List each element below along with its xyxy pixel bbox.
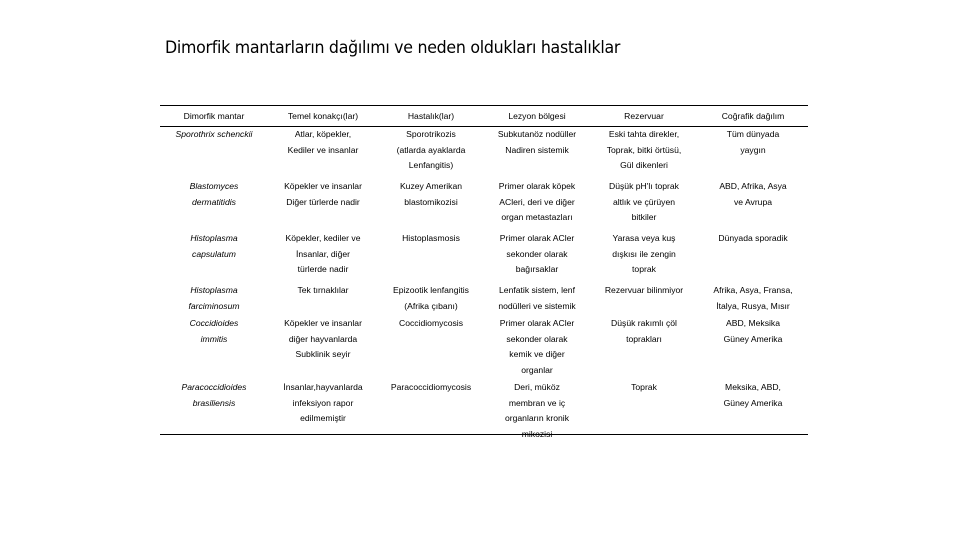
cell-line: Nadiren sistemik [505, 144, 569, 155]
cell-line: toprak [632, 264, 656, 274]
cell-line: Diğer türlerde nadir [286, 196, 360, 207]
cell-fungus [160, 380, 268, 442]
cell-line: Tek tırnaklılar [297, 285, 349, 295]
cell-line: Histoplasmosis [402, 233, 460, 243]
cell-line: Eski tahta direkler, [608, 129, 680, 139]
cell-line: sekonder olarak [506, 248, 568, 259]
cell-line: Rezervuar bilinmiyor [604, 285, 684, 295]
cell-line: Sporothrix schenckii [175, 129, 253, 139]
cell-line: farciminosum [188, 300, 240, 311]
cell-line: (atlarda ayaklarda [396, 144, 466, 155]
cell-line: Histoplasma [190, 285, 238, 295]
cell-line: Subkutanöz nodüller [497, 129, 577, 139]
cell-disease [378, 179, 484, 231]
cell-geo [698, 179, 808, 231]
cell-fungus [160, 316, 268, 380]
cell-line: (Afrika çıbanı) [404, 300, 458, 311]
header-lesion: Lezyon bölgesi [508, 111, 566, 121]
cell-line: Köpekler ve insanlar [284, 318, 362, 328]
cell-line: Tüm dünyada [726, 129, 780, 139]
table-row [160, 231, 808, 283]
table-row [160, 127, 808, 179]
cell-line: Lenfatik sistem, lenf [499, 285, 575, 295]
cell-reservoir [590, 231, 698, 283]
cell-fungus [160, 127, 268, 179]
cell-line: Sporotrikozis [406, 129, 456, 139]
cell-line: membran ve iç [508, 397, 566, 408]
cell-line: Subklinik seyir [295, 349, 351, 359]
cell-disease [378, 231, 484, 283]
cell-line: organlar [521, 364, 553, 375]
cell-line: mikozisi [521, 428, 553, 439]
cell-line: nodülleri ve sistemik [498, 300, 576, 311]
cell-line: dermatitidis [192, 196, 236, 207]
cell-line: Düşük pH'lı toprak [609, 181, 679, 191]
cell-line: İnsanlar, diğer [296, 248, 350, 259]
cell-disease [378, 380, 484, 442]
cell-line: Toprak [631, 382, 657, 392]
cell-lesion [484, 380, 590, 442]
cell-line: altlık ve çürüyen [612, 196, 676, 207]
cell-geo [698, 231, 808, 283]
cell-line: Afrika, Asya, Fransa, [713, 285, 793, 295]
cell-line: organların kronik [504, 413, 569, 423]
cell-lesion [484, 179, 590, 231]
cell-line: Atlar, köpekler, [294, 129, 352, 139]
cell-host [268, 316, 378, 380]
cell-lesion [484, 231, 590, 283]
cell-line: Paracoccidioides [181, 382, 247, 392]
cell-line: brasiliensis [192, 397, 236, 408]
cell-line: Güney Amerika [723, 333, 783, 344]
cell-fungus [160, 231, 268, 283]
cell-host [268, 380, 378, 442]
cell-line: Toprak, bitki örtüsü, [606, 144, 682, 155]
table-row [160, 283, 808, 316]
cell-line: Primer olarak köpek [498, 181, 576, 191]
cell-line: İnsanlar,hayvanlarda [283, 382, 363, 392]
cell-line: edilmemiştir [300, 413, 346, 423]
cell-reservoir [590, 179, 698, 231]
cell-line: Meksika, ABD, [725, 382, 781, 392]
cell-lesion [484, 316, 590, 380]
cell-line: organ metastazları [501, 212, 573, 222]
cell-host [268, 283, 378, 316]
cell-geo [698, 127, 808, 179]
cell-disease [378, 316, 484, 380]
cell-line: ABD, Afrika, Asya [719, 181, 787, 191]
cell-line: Güney Amerika [723, 397, 783, 408]
cell-line: immitis [200, 333, 228, 344]
cell-line: Epizootik lenfangitis [393, 285, 469, 295]
cell-reservoir [590, 316, 698, 380]
cell-line: Gül dikenleri [620, 160, 668, 170]
cell-line: Lenfangitis) [408, 160, 454, 170]
cell-line: bağırsaklar [515, 264, 559, 274]
cell-line: capsulatum [192, 248, 236, 259]
cell-line: Primer olarak ACler [499, 318, 575, 328]
cell-host [268, 231, 378, 283]
cell-line: ACleri, deri ve diğer [499, 196, 575, 207]
cell-line: bitkiler [631, 212, 657, 222]
cell-fungus [160, 179, 268, 231]
header-fungus: Dimorfik mantar [183, 111, 245, 121]
cell-geo [698, 380, 808, 442]
cell-line: Coccidioides [189, 318, 239, 328]
cell-line: Paracoccidiomycosis [390, 382, 472, 392]
cell-line: Deri, müköz [514, 382, 560, 392]
cell-line: ABD, Meksika [726, 318, 780, 328]
cell-line: Köpekler ve insanlar [284, 181, 362, 191]
cell-reservoir [590, 283, 698, 316]
table-row [160, 380, 808, 442]
cell-line: Primer olarak ACler [499, 233, 575, 243]
cell-line: Köpekler, kediler ve [285, 233, 361, 243]
cell-lesion [484, 283, 590, 316]
cell-line: yaygın [740, 144, 766, 155]
table-row [160, 316, 808, 380]
cell-line: blastomikozisi [404, 196, 458, 207]
cell-line: dışkısı ile zengin [612, 248, 676, 259]
cell-disease [378, 283, 484, 316]
table-row [160, 179, 808, 231]
cell-line: Histoplasma [190, 233, 238, 243]
cell-line: Yarasa veya kuş [612, 233, 676, 243]
cell-geo [698, 283, 808, 316]
cell-line: sekonder olarak [506, 333, 568, 344]
cell-line: İtalya, Rusya, Mısır [716, 300, 790, 311]
header-host: Temel konakçı(lar) [287, 111, 359, 121]
cell-line: ve Avrupa [733, 196, 773, 207]
slide-title: Dimorfik mantarların dağılımı ve neden oldukları hastalıklar [165, 38, 621, 58]
table-header-row [160, 105, 808, 127]
cell-host [268, 179, 378, 231]
cell-line: Dünyada sporadik [718, 233, 788, 243]
cell-line: infeksiyon rapor [292, 397, 354, 408]
cell-line: diğer hayvanlarda [288, 333, 358, 344]
cell-reservoir [590, 380, 698, 442]
cell-disease [378, 127, 484, 179]
cell-line: Kuzey Amerikan [399, 181, 463, 191]
cell-geo [698, 316, 808, 380]
cell-lesion [484, 127, 590, 179]
header-geo: Coğrafik dağılım [721, 111, 785, 121]
cell-line: Kediler ve insanlar [287, 144, 359, 155]
cell-fungus [160, 283, 268, 316]
cell-line: Coccidiomycosis [399, 318, 463, 328]
cell-line: türlerde nadir [297, 264, 349, 274]
cell-host [268, 127, 378, 179]
cell-line: Düşük rakımlı çöl [611, 318, 677, 328]
fungi-table [160, 105, 808, 442]
cell-line: Blastomyces [189, 181, 239, 191]
cell-reservoir [590, 127, 698, 179]
header-reservoir: Rezervuar [624, 111, 664, 121]
cell-line: kemik ve diğer [509, 349, 565, 359]
cell-line: toprakları [626, 333, 662, 344]
header-disease: Hastalık(lar) [407, 111, 455, 121]
